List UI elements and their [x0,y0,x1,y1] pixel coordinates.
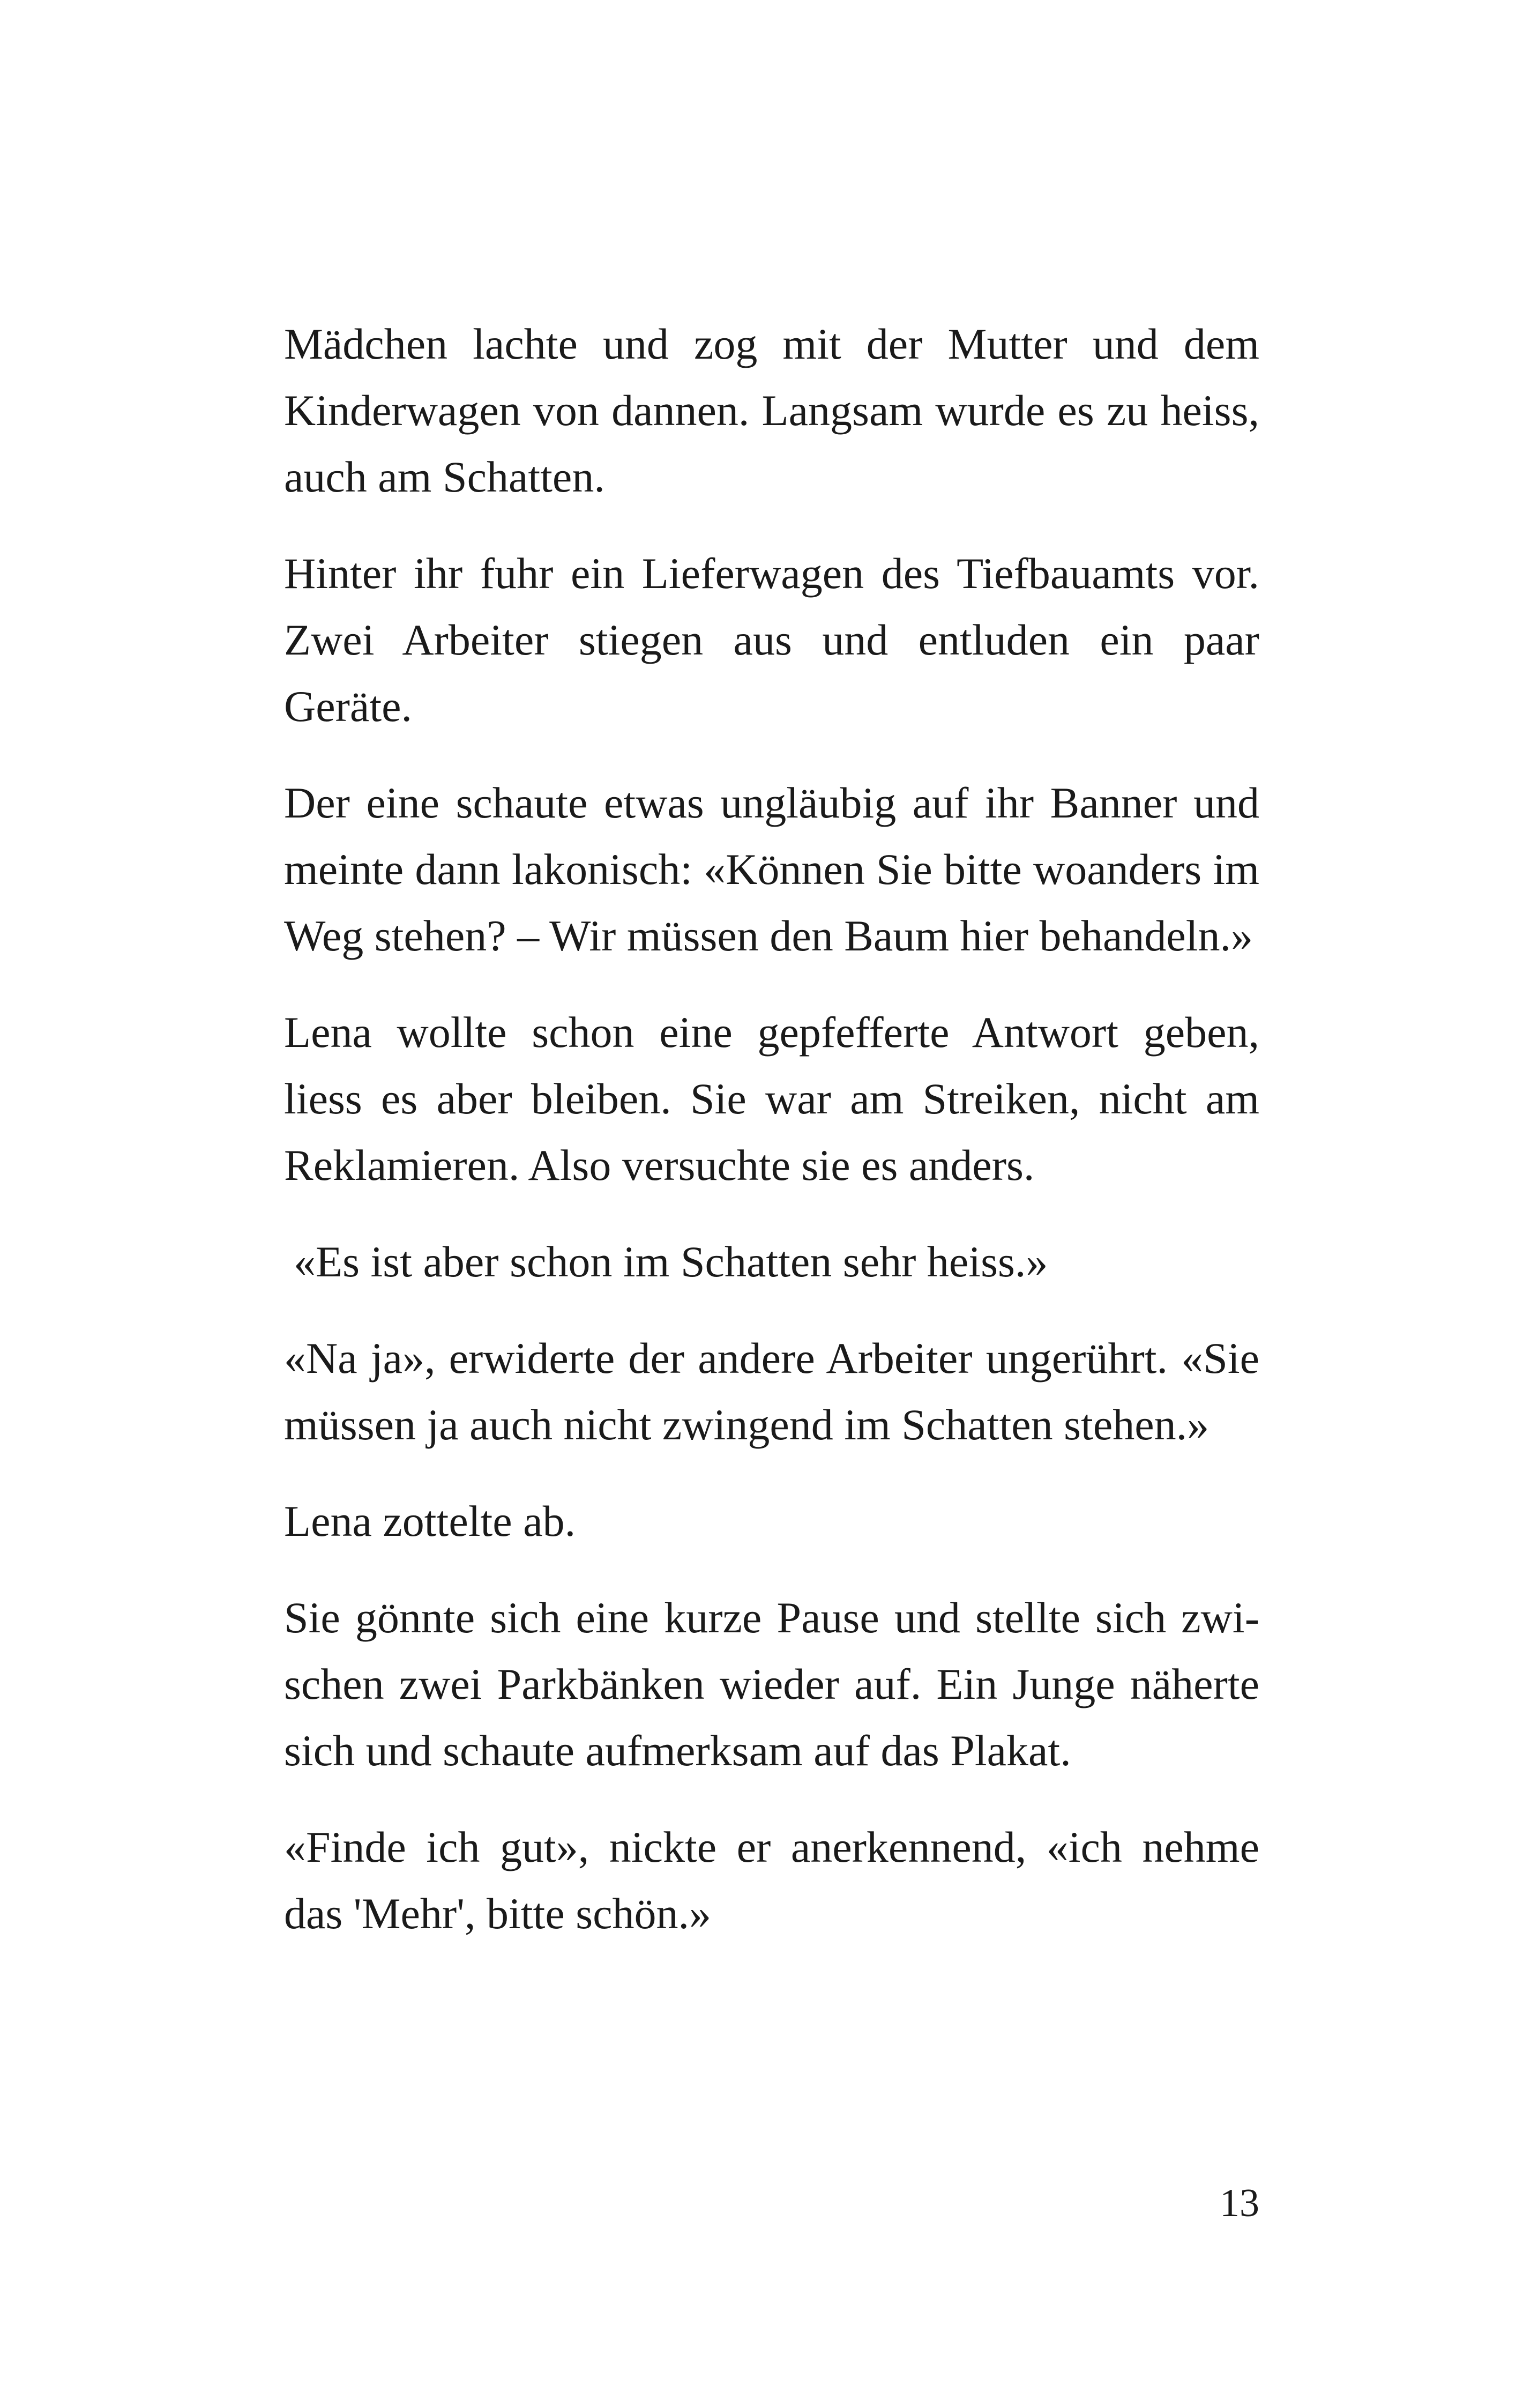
paragraph: Lena zottelte ab. [284,1497,576,1545]
paragraph: «Es ist aber schon im Schatten sehr heiss.» [294,1237,1048,1286]
paragraph: «Finde ich gut», nickte er anerkennend, «ich nehme das 'Mehr', bitte schön.» [284,1823,1259,1938]
paragraph: Der eine schaute etwas ungläubig auf ihr Banner und meinte dann lakonisch: «Können Sie bitte woanders im Weg stehen? – Wir müssen den Baum hier behandeln.» [284,778,1259,960]
paragraph: Sie gönnte sich eine kurze Pause und stellte sich zwischen zwei Parkbänken wieder auf. Ein Junge näherte sich und schaute aufmerksam auf das Plakat. [284,1593,1259,1775]
paragraph: Hinter ihr fuhr ein Lieferwagen des Tiefbauamts vor. Zwei Arbeiter stiegen aus und entluden ein paar Geräte. [284,549,1259,731]
paragraph: Lena wollte schon eine gepfefferte Antwort geben, liess es aber bleiben. Sie war am Streiken, nicht am Reklamieren. Also versuchte sie es anders. [284,1008,1259,1190]
page-number: 13 [1220,2181,1259,2225]
paragraph: Mädchen lachte und zog mit der Mutter und dem Kinderwagen von dannen. Langsam wurde es zu heiss, auch am Schatten. [284,319,1259,501]
body-text [284,311,1259,1977]
paragraph: «Na ja», erwiderte der andere Arbeiter ungerührt. «Sie müssen ja auch nicht zwingend im Schatten stehen.» [284,1334,1259,1449]
